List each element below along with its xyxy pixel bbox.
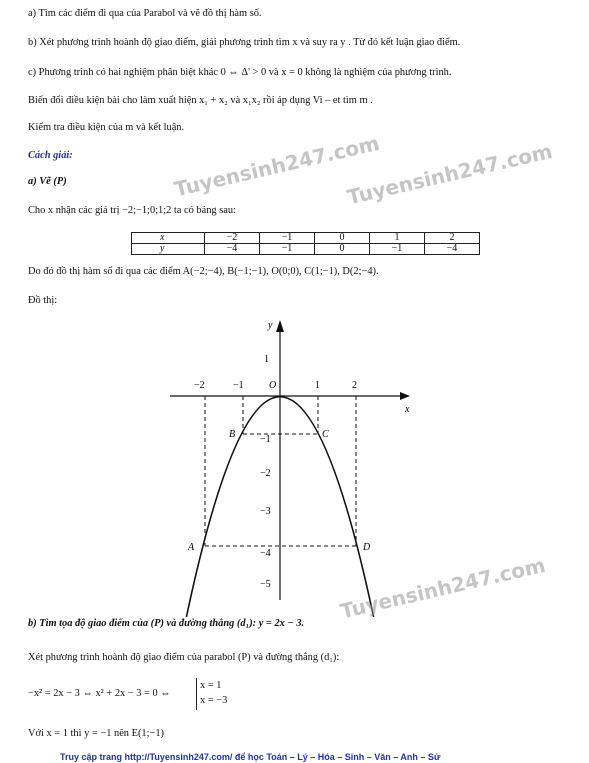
watermark: Tuyensinh247.com bbox=[338, 552, 548, 624]
x-axis-label: x bbox=[405, 404, 410, 415]
table-cell: −4 bbox=[425, 244, 480, 255]
quadratic-equation: −x² = 2x − 3 ⇔ x² + 2x − 3 = 0 ⇔ bbox=[28, 688, 171, 699]
graph-caption: Đồ thị: bbox=[28, 295, 58, 306]
table-cell: −1 bbox=[260, 233, 315, 244]
point-e-sentence: Với x = 1 thì y = −1 nên E(1;−1) bbox=[28, 728, 165, 739]
x-tick: 1 bbox=[315, 380, 320, 391]
y-tick: −2 bbox=[260, 468, 271, 479]
solution-2: x = −3 bbox=[200, 695, 228, 706]
intersection-intro: Xét phương trình hoành độ giao điểm của parabol (P) và đường thẳng (d₁): bbox=[28, 652, 340, 663]
footer-link[interactable]: Truy cập trang http://Tuyensinh247.com/ để học Toán – Lý – Hóa – Sinh – Văn – Anh – Sử bbox=[60, 752, 441, 762]
cach-giai-heading: Cách giải: bbox=[28, 150, 73, 161]
table-cell: 1 bbox=[370, 233, 425, 244]
table-cell: −1 bbox=[260, 244, 315, 255]
hint-a: a) Tìm các điểm đi qua của Parabol và vẽ đồ thị hàm số. bbox=[28, 8, 262, 19]
y-tick: −3 bbox=[260, 506, 271, 517]
table-cell: −1 bbox=[370, 244, 425, 255]
watermark: Tuyensinh247.com bbox=[345, 138, 555, 210]
table-cell: 2 bbox=[425, 233, 480, 244]
y-tick: 1 bbox=[264, 354, 269, 365]
point-label-c: C bbox=[322, 429, 329, 440]
origin-label: O bbox=[269, 380, 277, 391]
y-tick: −1 bbox=[260, 434, 271, 445]
hint-d: Biến đổi điều kiện bài cho làm xuất hiện x₁ + x₂ và x₁x₂ rồi áp dụng Vi – et tìm m . bbox=[28, 95, 373, 106]
table-cell: −4 bbox=[205, 244, 260, 255]
y-tick: −4 bbox=[260, 548, 271, 559]
watermark: Tuyensinh247.com bbox=[172, 130, 382, 202]
table-cell: 0 bbox=[315, 233, 370, 244]
point-label-a: A bbox=[188, 542, 195, 553]
table-header-y: y bbox=[132, 244, 205, 255]
y-tick: −5 bbox=[260, 579, 271, 590]
table-header-x: x bbox=[132, 233, 205, 244]
table-intro: Cho x nhận các giá trị −2;−1;0;1;2 ta có bảng sau: bbox=[28, 205, 236, 216]
point-label-b: B bbox=[229, 429, 236, 440]
part-b-heading: b) Tìm tọa độ giao điểm của (P) và đường thẳng (d₁): y = 2x − 3. bbox=[28, 618, 305, 629]
solution-system bbox=[196, 678, 227, 710]
x-tick: −2 bbox=[194, 380, 205, 391]
hint-e: Kiểm tra điều kiện của m và kết luận. bbox=[28, 122, 185, 133]
hint-b: b) Xét phương trình hoành độ giao điểm, giải phương trình tìm x và suy ra y . Từ đó kết luận giao điểm. bbox=[28, 37, 461, 48]
part-a-heading: a) Vẽ (P) bbox=[28, 176, 67, 187]
point-label-d: D bbox=[363, 542, 371, 553]
y-axis-label: y bbox=[268, 320, 273, 331]
y-axis-arrow bbox=[276, 320, 284, 332]
points-sentence: Do đó đồ thị hàm số đi qua các điểm A(−2;−4), B(−1;−1), O(0;0), C(1;−1), D(2;−4). bbox=[28, 266, 379, 277]
hint-c: c) Phương trình có hai nghiệm phân biệt khác 0 ⇔ Δ' > 0 và x = 0 không là nghiệm của phương trình. bbox=[28, 67, 452, 78]
table-cell: −2 bbox=[205, 233, 260, 244]
x-tick: 2 bbox=[352, 380, 357, 391]
solution-1: x = 1 bbox=[200, 680, 222, 691]
x-axis-arrow bbox=[400, 392, 410, 400]
x-tick: −1 bbox=[233, 380, 244, 391]
table-cell: 0 bbox=[315, 244, 370, 255]
